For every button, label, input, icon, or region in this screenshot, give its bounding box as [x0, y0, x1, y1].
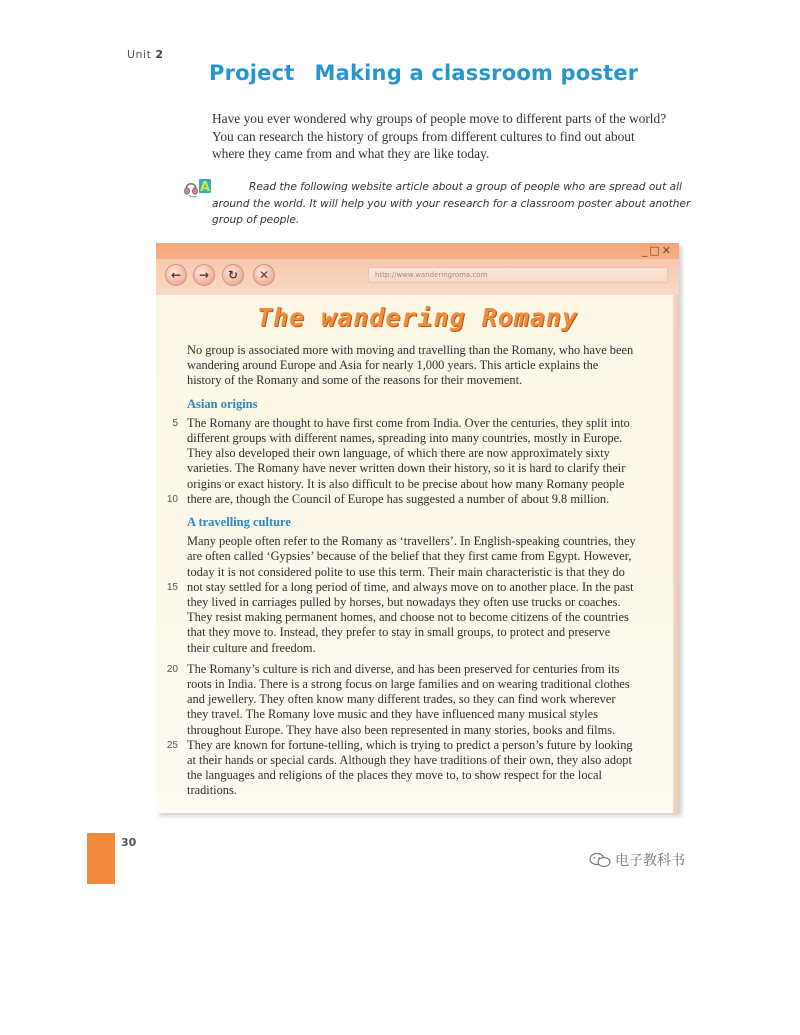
section-paragraph	[166, 661, 667, 799]
page-tab	[87, 833, 115, 884]
task-line: around the world. It will help you with your research for a classroom poster about another	[212, 197, 691, 210]
text-line: they lived in carriages pulled by horses, but nowadays they often use trucks or coaches.	[187, 595, 621, 610]
line-number: 10	[166, 493, 178, 505]
address-bar[interactable]: http://www.wanderingroma.com	[368, 267, 668, 283]
article-title: The wandering Romany	[256, 303, 579, 332]
intro-line: Have you ever wondered why groups of people move to different parts of the world?	[212, 111, 667, 126]
text-line: Many people often refer to the Romany as ‘travellers’. In English-speaking countries, they	[187, 534, 636, 549]
text-line: They also developed their own language, of which there are now approximately sixty	[187, 446, 610, 461]
text-line: roots in India. There is a strong focus on large families and on wearing traditional clothes	[187, 677, 630, 692]
text-line: history of the Romany and some of the reasons for their movement.	[187, 373, 523, 388]
title-project: Project	[209, 61, 295, 85]
task-letter: A	[199, 180, 211, 195]
text-line: today it is not considered polite to use this term. Their main characteristic is that they do	[187, 564, 625, 579]
unit-prefix: Unit	[127, 48, 152, 61]
text-line: 5 The Romany are thought to have first come from India. Over the centuries, they split into	[187, 416, 667, 431]
text-line: their culture and freedom.	[187, 640, 316, 655]
stop-icon[interactable]: ✕	[253, 264, 275, 286]
title-subject: Making a classroom poster	[314, 61, 639, 85]
text-line: and jewellery. They often know many different trades, so they can find work wherever	[187, 692, 616, 707]
task-line: group of people.	[212, 214, 300, 226]
text-line: are often called ‘Gypsies’ because of the belief that they first came from Egypt. However,	[187, 549, 632, 564]
text-line: No group is associated more with moving and travelling than the Romany, who have been	[187, 343, 634, 357]
section-paragraph	[166, 415, 667, 507]
task-text	[212, 179, 691, 229]
article-body	[166, 343, 667, 805]
headphones-icon	[184, 184, 197, 197]
article-intro	[187, 343, 667, 389]
line-number: 15	[166, 581, 178, 593]
refresh-icon[interactable]: ↻	[222, 264, 244, 286]
intro-line: where they came from and what they are like today.	[212, 146, 490, 161]
text-line: at their hands or special cards. Although they have traditions of their own, they also adopt	[187, 753, 632, 768]
unit-label	[127, 48, 164, 61]
line-number: 5	[172, 417, 178, 429]
text-line: throughout Europe. They have also been represented in many stories, books and films.	[187, 722, 616, 737]
text-line: traditions.	[187, 783, 237, 798]
unit-number: 2	[155, 48, 164, 61]
intro-line: You can research the history of groups from different cultures to find out about	[212, 128, 635, 144]
window-controls[interactable]: _□✕	[641, 244, 673, 257]
text-line: 20 The Romany’s culture is rich and diverse, and has been preserved for centuries from its	[187, 662, 667, 677]
line-number: 25	[166, 739, 178, 751]
text-line: the languages and religions of the places they move to, to show respect for the local	[187, 768, 602, 783]
wechat-icon	[589, 852, 611, 868]
section-heading-asian-origins: Asian origins	[187, 396, 258, 411]
scrollbar[interactable]	[673, 295, 679, 813]
text-line: wandering around Europe and Asia for nearly 1,000 years. This article explains the	[187, 358, 599, 373]
text-line: that they move to. Instead, they prefer to stay in small groups, to protect and preserve	[187, 625, 611, 640]
text-line: different groups with different names, spreading into many countries, mostly in Europe.	[187, 431, 623, 446]
text-line: they travel. The Romany love music and they have influenced many musical styles	[187, 707, 598, 722]
line-number: 20	[166, 663, 178, 675]
section-heading-travelling-culture: A travelling culture	[187, 515, 291, 530]
text-line: They resist making permanent homes, and choose not to become citizens of the countries	[187, 610, 629, 625]
page-title	[209, 61, 638, 85]
task-letter-badge	[199, 179, 211, 195]
watermark	[589, 850, 685, 870]
page-number: 30	[121, 836, 137, 849]
watermark-text: 电子教科书	[615, 853, 685, 869]
task-line: Read the following website article about a group of people who are spread out all	[249, 181, 682, 193]
text-line: origins or exact history. It is also difficult to be precise about how many Romany people	[187, 476, 625, 491]
intro-paragraph	[212, 110, 692, 163]
text-line: 25 They are known for fortune-telling, which is trying to predict a person’s future by looking	[187, 738, 667, 753]
section-paragraph	[166, 534, 667, 656]
forward-arrow-icon[interactable]: →	[193, 264, 215, 286]
text-line: 10 there are, though the Council of Europe has suggested a number of about 9.8 million.	[187, 492, 667, 507]
text-line: varieties. The Romany have never written down their history, so it is hard to clarify their	[187, 461, 626, 476]
browser-title-bar	[156, 243, 679, 259]
back-arrow-icon[interactable]: ←	[165, 264, 187, 286]
browser-window	[156, 243, 679, 813]
text-line: 15 not stay settled for a long period of time, and always move on to another place. In the past	[187, 580, 667, 595]
